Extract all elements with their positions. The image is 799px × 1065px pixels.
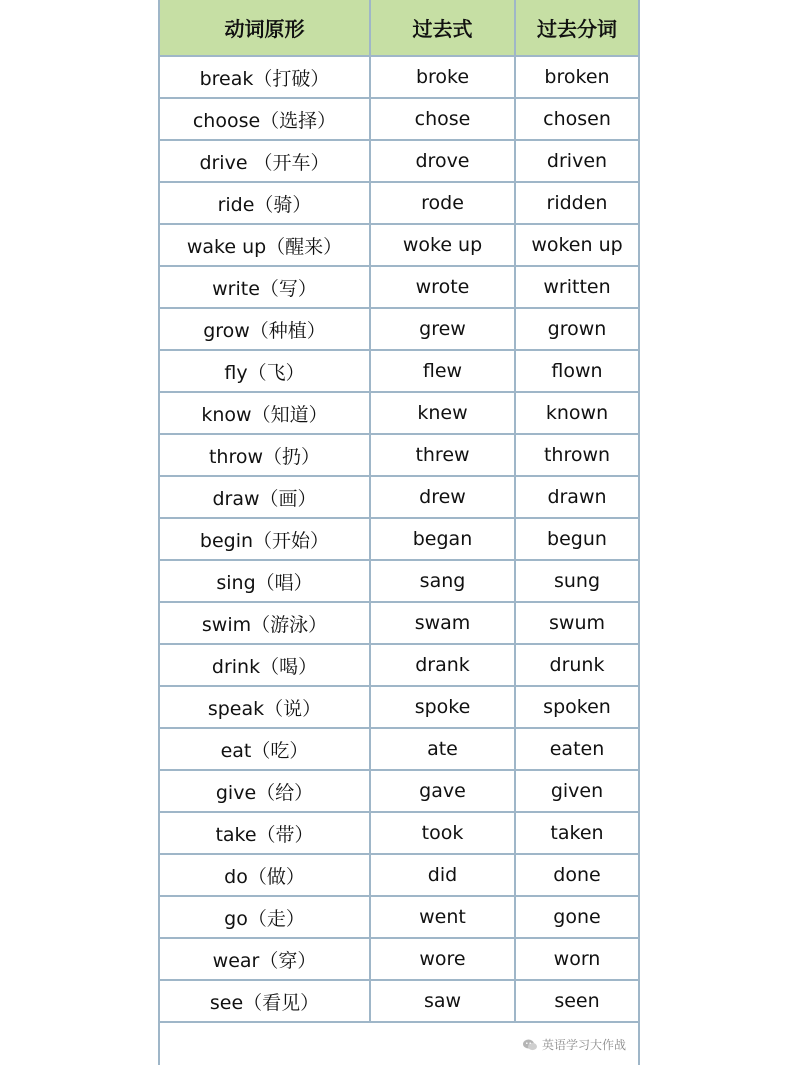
base-form-cell: drink（喝） [160,644,370,686]
base-form-cell: ride（骑） [160,182,370,224]
base-form-cell: grow（种植） [160,308,370,350]
base-form-cell: draw（画） [160,476,370,518]
base-form-cell: begin（开始） [160,518,370,560]
base-form-cell: do（做） [160,854,370,896]
past-tense-cell: ate [370,728,515,770]
past-participle-cell: worn [515,938,638,980]
table-row [160,602,638,644]
verb-rows [160,56,638,1022]
table-row [160,560,638,602]
base-form-cell: go（走） [160,896,370,938]
past-tense-cell: broke [370,56,515,98]
base-form-cell: speak（说） [160,686,370,728]
table-row [160,938,638,980]
table-row [160,434,638,476]
past-tense-cell: went [370,896,515,938]
base-form-cell: wake up（醒来） [160,224,370,266]
table-row [160,224,638,266]
past-participle-cell: gone [515,896,638,938]
past-participle-cell: thrown [515,434,638,476]
table-row [160,518,638,560]
past-tense-cell: wrote [370,266,515,308]
header-row [160,0,638,56]
past-tense-cell: threw [370,434,515,476]
past-tense-cell: rode [370,182,515,224]
past-tense-cell: drank [370,644,515,686]
table-row [160,812,638,854]
table-row [160,854,638,896]
table-row [160,98,638,140]
past-participle-cell: woken up [515,224,638,266]
base-form-cell: take（带） [160,812,370,854]
header-past-tense: 过去式 [370,0,515,56]
past-participle-cell: sung [515,560,638,602]
past-tense-cell: took [370,812,515,854]
past-participle-cell: seen [515,980,638,1022]
past-tense-cell: flew [370,350,515,392]
past-participle-cell: spoken [515,686,638,728]
base-form-cell: give（给） [160,770,370,812]
past-tense-cell: did [370,854,515,896]
table-row [160,392,638,434]
table-row [160,266,638,308]
table-footer [160,1025,638,1065]
past-tense-cell: chose [370,98,515,140]
table-row [160,308,638,350]
table-row [160,980,638,1022]
wechat-icon [522,1037,538,1053]
past-tense-cell: grew [370,308,515,350]
base-form-cell: eat（吃） [160,728,370,770]
past-tense-cell: knew [370,392,515,434]
past-participle-cell: broken [515,56,638,98]
past-tense-cell: saw [370,980,515,1022]
watermark-text: 英语学习大作战 [541,1038,626,1052]
past-tense-cell: woke up [370,224,515,266]
past-tense-cell: gave [370,770,515,812]
watermark [522,1036,626,1053]
base-form-cell: drive （开车） [160,140,370,182]
base-form-cell: choose（选择） [160,98,370,140]
past-participle-cell: drunk [515,644,638,686]
past-tense-cell: drew [370,476,515,518]
past-participle-cell: written [515,266,638,308]
verb-table-sheet [158,0,640,1065]
past-participle-cell: swum [515,602,638,644]
past-participle-cell: taken [515,812,638,854]
table-row [160,140,638,182]
past-participle-cell: flown [515,350,638,392]
base-form-cell: throw（扔） [160,434,370,476]
past-participle-cell: drawn [515,476,638,518]
past-tense-cell: swam [370,602,515,644]
past-participle-cell: chosen [515,98,638,140]
table-row [160,56,638,98]
header-base-form: 动词原形 [160,0,370,56]
past-participle-cell: eaten [515,728,638,770]
table-row [160,476,638,518]
past-participle-cell: ridden [515,182,638,224]
table-row [160,770,638,812]
base-form-cell: know（知道） [160,392,370,434]
base-form-cell: see（看见） [160,980,370,1022]
past-tense-cell: drove [370,140,515,182]
past-tense-cell: wore [370,938,515,980]
base-form-cell: swim（游泳） [160,602,370,644]
base-form-cell: wear（穿） [160,938,370,980]
past-participle-cell: driven [515,140,638,182]
past-participle-cell: grown [515,308,638,350]
past-tense-cell: began [370,518,515,560]
past-tense-cell: sang [370,560,515,602]
past-participle-cell: known [515,392,638,434]
past-participle-cell: given [515,770,638,812]
table-row [160,686,638,728]
table-row [160,350,638,392]
header-past-participle: 过去分词 [515,0,638,56]
table-row [160,182,638,224]
table-row [160,728,638,770]
base-form-cell: break（打破） [160,56,370,98]
table-row [160,896,638,938]
past-participle-cell: begun [515,518,638,560]
base-form-cell: sing（唱） [160,560,370,602]
base-form-cell: fly（飞） [160,350,370,392]
past-tense-cell: spoke [370,686,515,728]
irregular-verb-table [160,0,638,1023]
table-row [160,644,638,686]
base-form-cell: write（写） [160,266,370,308]
past-participle-cell: done [515,854,638,896]
